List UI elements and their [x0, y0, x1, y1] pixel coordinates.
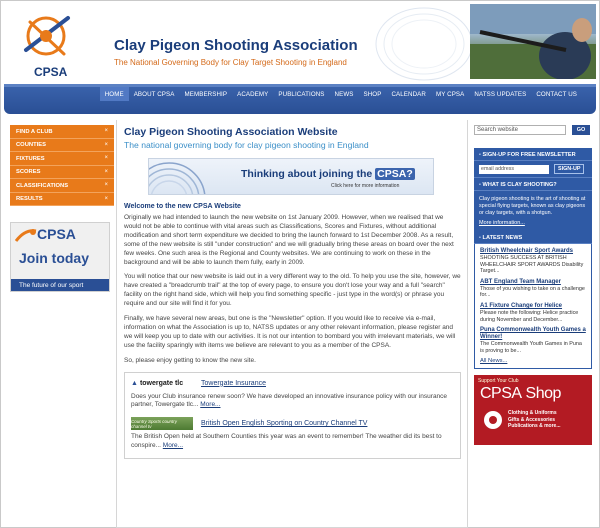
shop-item: Gifts & Accessories [508, 416, 556, 423]
news-body: Does your Club insurance renew soon? We have developed an innovative insurance policy with our insurance partner, Towergate tlc... [131, 392, 448, 408]
sidebar-item-label: COUNTIES [16, 142, 46, 148]
search-bar [474, 124, 592, 136]
nav-news[interactable]: NEWS [334, 91, 354, 98]
close-icon: × [104, 168, 108, 175]
join-brand: CPSA [37, 226, 76, 242]
news-item [131, 377, 454, 418]
list-item [480, 248, 586, 275]
nav-home[interactable]: HOME [100, 87, 129, 101]
cpsa-shop-banner[interactable] [474, 375, 592, 445]
email-field[interactable]: email address [479, 165, 549, 174]
site-header [4, 4, 596, 84]
sidebar-item-label: FIXTURES [16, 155, 45, 162]
shop-item: Publications & more... [508, 423, 561, 430]
signup-button[interactable]: SIGN-UP [554, 164, 584, 174]
nav-about-cpsa[interactable]: ABOUT CPSA [133, 91, 175, 98]
swoosh-icon [15, 227, 37, 245]
nav-contact-us[interactable]: CONTACT US [536, 91, 577, 98]
sidebar-item-label: CLASSIFICATIONS [16, 182, 69, 189]
newsletter-heading: ▪ SIGN-UP FOR FREE NEWSLETTER [474, 148, 592, 161]
list-item [480, 327, 586, 354]
latest-news-heading: ▪ LATEST NEWS [474, 231, 592, 244]
banner-rings-graphic [149, 159, 239, 195]
news-body: The British Open held at Southern Counties this year was an event to remember! The weather did its best to conspire... [131, 433, 442, 449]
nav-natss-updates[interactable]: NATSS UPDATES [474, 91, 527, 98]
shop-item: Clothing & Uniforms [508, 410, 557, 417]
nav-academy[interactable]: ACADEMY [237, 91, 269, 98]
country-channel-logo: Country Sports country channel tv [131, 417, 193, 430]
join-cpsa-banner[interactable] [148, 158, 434, 195]
right-sidebar [474, 124, 592, 445]
news-summary: Those of you wishing to take on a challenge for... [480, 285, 585, 299]
paragraph: Originally we had intended to launch the new website on 1st January 2009. However, when we realised that we would not be able to continue with vital areas such as Classifications, Scores and Fixtures, without additional modification and short term expenditure we decided to bring the launch forward to 1st December 2008. As a result, some of the new website is still "under construction" and we will gradually bring these areas on board over the next few weeks. One such area is the Regional and County websites. We are continuing to work on these in the background and will be able to launch them fully, early in 2009. [124, 214, 454, 266]
shop-items [508, 410, 561, 430]
sidebar-item-label: FIND A CLUB [16, 128, 53, 135]
sidebar-item-find-a-club[interactable] [10, 125, 114, 139]
featured-news-box [124, 372, 461, 460]
news-title-link[interactable]: Towergate Insurance [201, 379, 266, 387]
search-go-button[interactable]: GO [572, 125, 590, 135]
close-icon: × [104, 128, 108, 134]
close-icon: × [104, 155, 108, 161]
news-summary: SHOOTING SUCCESS AT BRITISH WHEELCHAIR SPORT AWARDS Disability Target... [480, 255, 584, 275]
nav-membership[interactable]: MEMBERSHIP [184, 91, 228, 98]
more-information-link[interactable]: More information... [479, 220, 525, 226]
news-title-link[interactable]: A1 Fixture Change for Helice [480, 302, 563, 309]
more-link[interactable]: More... [200, 401, 221, 408]
welcome-heading: Welcome to the new CPSA Website [124, 203, 241, 210]
list-item [480, 303, 586, 323]
triangle-icon: ▲ [131, 379, 138, 387]
page-subtitle: The national governing body for clay pigeon shooting in England [124, 140, 369, 150]
sidebar-item-fixtures[interactable] [10, 152, 114, 166]
news-title-link[interactable]: Puna Commonwealth Youth Games a Winner! [480, 327, 586, 341]
cpsa-logo[interactable] [20, 10, 82, 80]
close-icon: × [104, 182, 108, 188]
list-item [480, 279, 586, 299]
sidebar-item-classifications[interactable] [10, 179, 114, 193]
close-icon: × [104, 195, 108, 202]
nav-my-cpsa[interactable]: MY CPSA [435, 91, 465, 98]
more-link[interactable]: More... [162, 441, 184, 449]
banner-subtext: Click here for more information [331, 183, 400, 189]
shop-support-text: Support Your Club [478, 378, 519, 385]
info-panel [474, 148, 592, 244]
decorative-swirl [364, 4, 474, 84]
hero-image-shooter [470, 4, 596, 79]
left-sidebar [10, 125, 114, 292]
target-icon [484, 411, 502, 429]
banner-text [241, 168, 415, 180]
news-title-link[interactable]: British Wheelchair Sport Awards [480, 248, 574, 254]
nav-shop[interactable]: SHOP [363, 91, 382, 98]
site-title: Clay Pigeon Shooting Association [114, 37, 358, 54]
all-news-link[interactable]: All News... [480, 358, 508, 365]
news-item [131, 417, 454, 458]
main-content [116, 120, 468, 528]
sidebar-item-scores[interactable] [10, 166, 114, 180]
sidebar-menu [10, 125, 114, 206]
sidebar-item-counties[interactable] [10, 139, 114, 153]
sidebar-item-label: SCORES [16, 169, 41, 175]
shop-brand-word: Shop [525, 385, 561, 403]
page-title: Clay Pigeon Shooting Association Website [124, 126, 338, 138]
sidebar-item-label: RESULTS [16, 196, 43, 202]
join-today-banner[interactable] [10, 222, 110, 292]
paragraph: Finally, we have several new areas, but one is the "Newsletter" option. If you would like to receive via e-mail, information on what the Association is up to, NATSS updates or any other relevant information, please register and we will keep you up to date with our activities. It is not our intention to bombard you with irrelevant materials, we will use the facility sparingly with items we believe are relevant to you as a member of the CPSA. [124, 315, 456, 349]
join-subtitle: The future of our sport [11, 279, 110, 292]
latest-news-list [474, 244, 592, 369]
newsletter-form [474, 161, 592, 178]
join-cta: Join today [19, 250, 90, 266]
news-summary: The Commonwealth Youth Games in Puna is proving to be... [480, 341, 582, 354]
what-is-clay-heading: ▪ WHAT IS CLAY SHOOTING? [474, 178, 592, 191]
shop-brand-cpsa: CPSA [480, 385, 522, 403]
nav-publications[interactable]: PUBLICATIONS [278, 91, 325, 98]
news-title-link[interactable]: British Open English Sporting on Country Channel TV [201, 420, 368, 428]
nav-menu [100, 87, 582, 101]
nav-calendar[interactable]: CALENDAR [391, 91, 426, 98]
logo-text: towergate tlc [139, 379, 184, 387]
towergate-logo [131, 377, 193, 390]
paragraph: You will notice that our new website is laid out in a very different way to the old. To help you use the site, however, we have created a "breadcrumb trail" at the top of every page, to ensure you don't lose your way and a full "search" facility on the right hand side, which will help you find something specific - just type in the word(s) or phrase you require and our site will find it for you. [124, 273, 461, 308]
paragraph: So, please enjoy getting to know the new site. [124, 356, 256, 364]
main-navigation [4, 84, 596, 114]
banner-text-brand: CPSA? [377, 168, 413, 180]
banner-text-prefix: Thinking about joining the [241, 168, 376, 180]
logo-text: CPSA [34, 65, 68, 79]
search-input[interactable]: Search website [474, 125, 566, 135]
close-icon: × [104, 141, 108, 148]
shop-brand [480, 385, 561, 403]
news-summary: Please note the following: Helice practice during November and December... [480, 309, 579, 323]
sidebar-item-results[interactable] [10, 193, 114, 207]
what-is-clay-text: Clay pigeon shooting is the art of shooting at special flying targets, known as clay pigeons or clay targets, with a shotgun. [479, 196, 586, 216]
news-title-link[interactable]: ABT England Team Manager [480, 278, 561, 285]
site-tagline: The National Governing Body for Clay Target Shooting in England [114, 58, 347, 67]
